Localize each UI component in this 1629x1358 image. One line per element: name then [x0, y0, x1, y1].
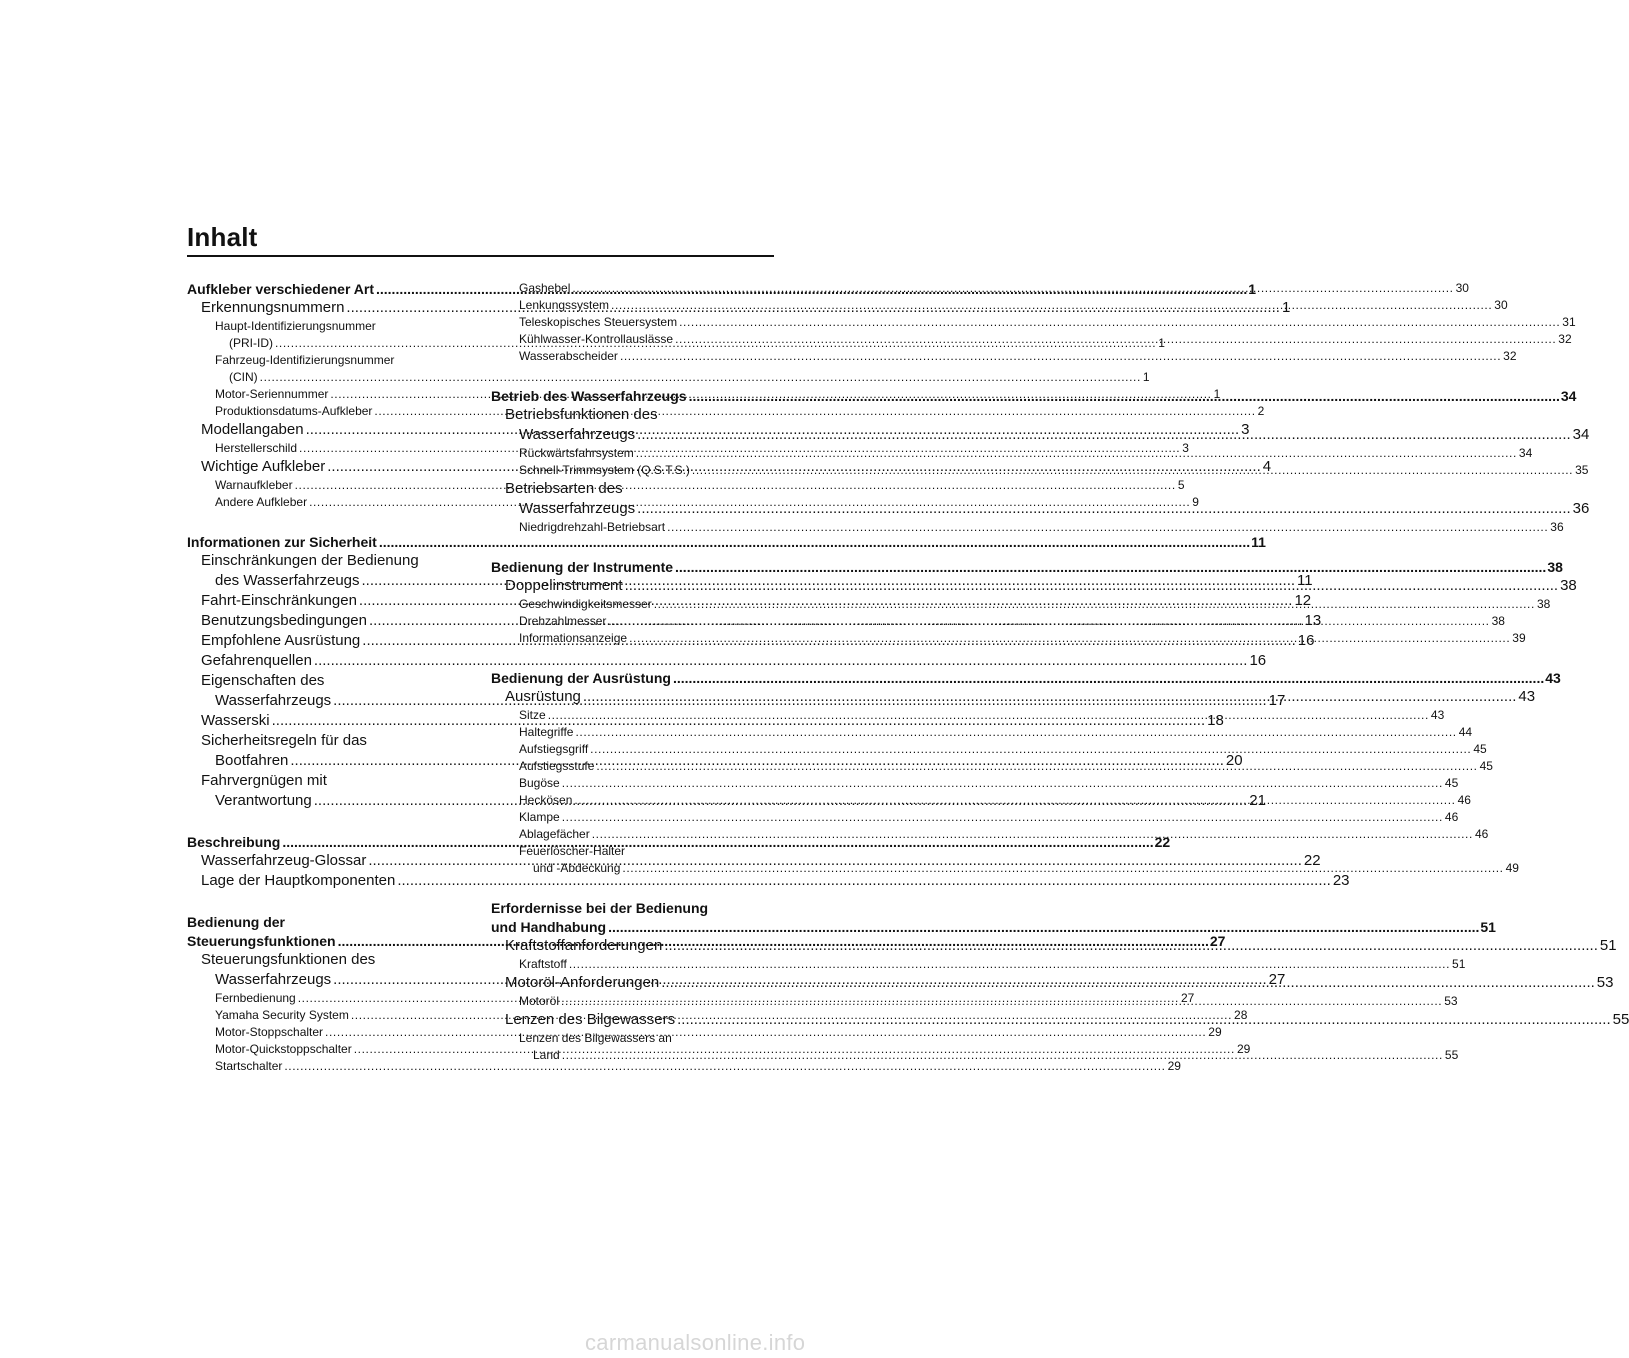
- toc-entry[interactable]: Geschwindigkeitsmesser ..... 38: [491, 596, 773, 613]
- page-title: Inhalt: [187, 222, 258, 252]
- toc-entry[interactable]: Bootfahren ..... 20: [187, 751, 471, 771]
- toc-entry[interactable]: Modellangaben ..... 3: [187, 420, 471, 440]
- toc-entry-heading[interactable]: Lenzen des Bilgewassers an: [519, 1031, 672, 1045]
- toc-entry[interactable]: Produktionsdatums-Aufkleber ..... 2: [187, 403, 471, 420]
- toc-entry-heading[interactable]: Fahrvergnügen mit: [201, 772, 327, 789]
- toc-entry[interactable]: Warnaufkleber ..... 5: [187, 477, 471, 494]
- toc-entry[interactable]: Wasserfahrzeugs ..... 34: [491, 425, 773, 445]
- toc-entry[interactable]: Sitze ..... 43: [491, 707, 773, 724]
- toc-entry[interactable]: Rückwärtsfahrsystem ..... 34: [491, 445, 773, 462]
- toc-entry[interactable]: Niedrigdrehzahl-Betriebsart ..... 36: [491, 519, 773, 536]
- toc-entry[interactable]: Verantwortung ..... 21: [187, 791, 471, 811]
- toc-entry[interactable]: Aufkleber verschiedener Art ..... 1: [187, 280, 471, 298]
- toc-entry[interactable]: Steuerungsfunktionen ..... 27: [187, 932, 471, 950]
- toc-entry-heading[interactable]: Steuerungsfunktionen des: [201, 951, 376, 968]
- toc-entry[interactable]: und -Abdeckung ..... 49: [491, 860, 773, 877]
- toc-entry[interactable]: Motoröl ..... 53: [491, 993, 773, 1010]
- toc-entry[interactable]: Beschreibung ..... 22: [187, 833, 471, 851]
- toc-entry[interactable]: Wichtige Aufkleber ..... 4: [187, 457, 471, 477]
- toc-entry[interactable]: (PRI-ID) ..... 1: [187, 335, 471, 352]
- toc-entry[interactable]: Bugöse ..... 45: [491, 775, 773, 792]
- toc-entry[interactable]: Kraftstoff ..... 51: [491, 956, 773, 973]
- toc-entry[interactable]: Informationsanzeige ..... 39: [491, 630, 773, 647]
- toc-entry[interactable]: Ablagefächer ..... 46: [491, 826, 773, 843]
- toc-entry[interactable]: Wasserfahrzeugs ..... 17: [187, 691, 471, 711]
- toc-entry[interactable]: Wasserabscheider ..... 32: [491, 348, 773, 365]
- toc-entry[interactable]: (CIN) ..... 1: [187, 369, 471, 386]
- toc-entry[interactable]: Drehzahlmesser ..... 38: [491, 613, 773, 630]
- toc-entry[interactable]: Gashebel ..... 30: [491, 280, 773, 297]
- toc-entry-heading[interactable]: Haupt-Identifizierungsnummer: [215, 319, 376, 333]
- toc-entry[interactable]: Gefahrenquellen ..... 16: [187, 651, 471, 671]
- toc-entry[interactable]: Erkennungsnummern ..... 1: [187, 298, 471, 318]
- toc-entry[interactable]: Motor-Seriennummer ..... 1: [187, 386, 471, 403]
- toc-entry[interactable]: Benutzungsbedingungen ..... 13: [187, 611, 471, 631]
- toc-entry[interactable]: Betrieb des Wasserfahrzeugs ..... 34: [491, 387, 773, 405]
- toc-entry[interactable]: Bedienung der Ausrüstung ..... 43: [491, 669, 773, 687]
- toc-entry[interactable]: Lage der Hauptkomponenten ..... 23: [187, 871, 471, 891]
- toc-entry[interactable]: Teleskopisches Steuersystem ..... 31: [491, 314, 773, 331]
- title-rule: [187, 255, 774, 257]
- toc-entry[interactable]: Kraftstoffanforderungen ..... 51: [491, 936, 773, 956]
- toc-entry[interactable]: Heckösen ..... 46: [491, 792, 773, 809]
- toc-entry[interactable]: Yamaha Security System ..... 28: [187, 1007, 471, 1024]
- toc-section-heading[interactable]: Bedienung der: [187, 914, 286, 930]
- toc-entry[interactable]: Aufstiegsgriff ..... 45: [491, 741, 773, 758]
- toc-entry[interactable]: Wasserski ..... 18: [187, 711, 471, 731]
- toc-entry-heading[interactable]: Betriebsfunktionen des: [505, 406, 658, 423]
- toc-entry[interactable]: Schnell-Trimmsystem (Q.S.T.S.) ..... 35: [491, 462, 773, 479]
- toc-entry[interactable]: Informationen zur Sicherheit ..... 11: [187, 533, 471, 551]
- toc-entry[interactable]: Motoröl-Anforderungen ..... 53: [491, 973, 773, 993]
- toc-section-heading[interactable]: Erfordernisse bei der Bedienung: [491, 900, 709, 916]
- toc-entry[interactable]: Doppelinstrument ..... 38: [491, 576, 773, 596]
- toc-entry[interactable]: und Handhabung ..... 51: [491, 918, 773, 936]
- toc-entry-heading[interactable]: Einschränkungen der Bedienung: [201, 552, 419, 569]
- toc-entry[interactable]: Wasserfahrzeug-Glossar ..... 22: [187, 851, 471, 871]
- toc-entry[interactable]: Andere Aufkleber ..... 9: [187, 494, 471, 511]
- toc-entry-heading[interactable]: Sicherheitsregeln für das: [201, 732, 367, 749]
- toc-entry[interactable]: Empfohlene Ausrüstung ..... 16: [187, 631, 471, 651]
- toc-entry[interactable]: Fernbedienung ..... 27: [187, 990, 471, 1007]
- toc-entry[interactable]: Lenkungssystem ..... 30: [491, 297, 773, 314]
- toc-entry[interactable]: Lenzen des Bilgewassers ..... 55: [491, 1010, 773, 1030]
- toc-entry[interactable]: Herstellerschild ..... 3: [187, 440, 471, 457]
- toc-entry[interactable]: Fahrt-Einschränkungen ..... 12: [187, 591, 471, 611]
- toc-entry-heading[interactable]: Feuerlöscher-Halter: [519, 844, 626, 858]
- toc-entry[interactable]: Wasserfahrzeugs ..... 27: [187, 970, 471, 990]
- toc-entry[interactable]: Motor-Stoppschalter ..... 29: [187, 1024, 471, 1041]
- toc-entry[interactable]: Ausrüstung ..... 43: [491, 687, 773, 707]
- toc-entry[interactable]: Haltegriffe ..... 44: [491, 724, 773, 741]
- toc-entry[interactable]: Wasserfahrzeugs ..... 36: [491, 499, 773, 519]
- toc-entry-heading[interactable]: Eigenschaften des: [201, 672, 325, 689]
- toc-entry[interactable]: Startschalter ..... 29: [187, 1058, 471, 1075]
- toc-entry-heading[interactable]: Fahrzeug-Identifizierungsnummer: [215, 353, 395, 367]
- toc-entry-heading[interactable]: Betriebsarten des: [505, 480, 623, 497]
- toc-entry[interactable]: Bedienung der Instrumente ..... 38: [491, 558, 773, 576]
- toc-entry[interactable]: Kühlwasser-Kontrollauslässe ..... 32: [491, 331, 773, 348]
- toc-entry[interactable]: des Wasserfahrzeugs ..... 11: [187, 571, 471, 591]
- toc-entry[interactable]: Klampe ..... 46: [491, 809, 773, 826]
- toc-entry[interactable]: Motor-Quickstoppschalter ..... 29: [187, 1041, 471, 1058]
- toc-entry[interactable]: Land ..... 55: [491, 1047, 773, 1064]
- watermark: carmanualsonline.info: [585, 1330, 806, 1355]
- toc-entry[interactable]: Aufstiegsstufe ..... 45: [491, 758, 773, 775]
